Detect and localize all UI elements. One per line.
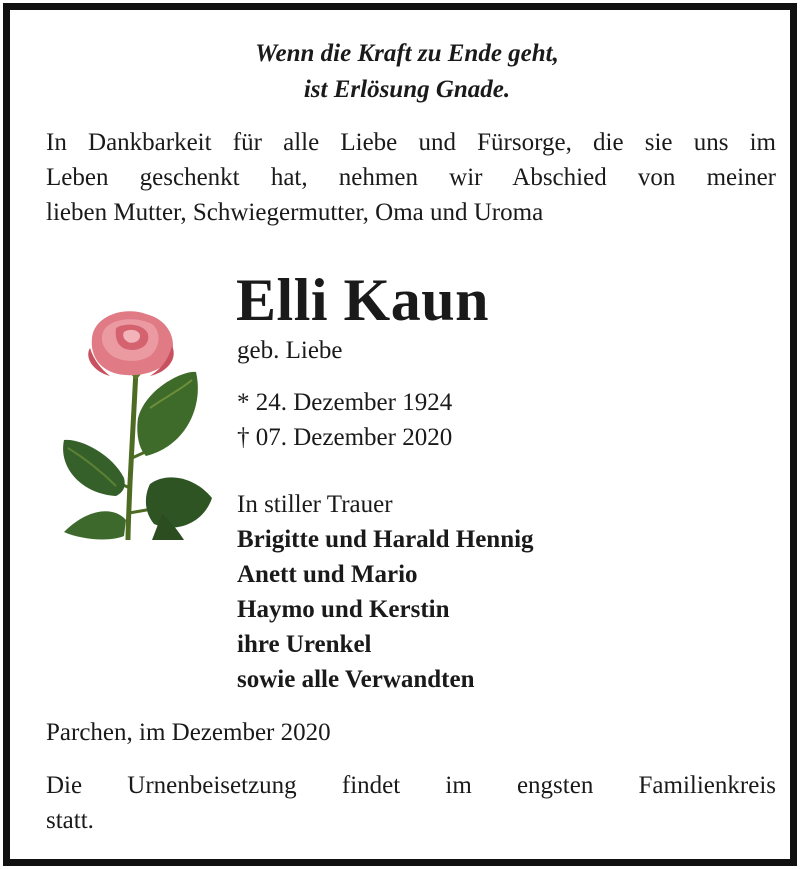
motto-line-1: Wenn die Kraft zu Ende geht, — [255, 40, 559, 67]
motto-line-2: ist Erlösung Gnade. — [303, 76, 511, 103]
rose-icon — [54, 308, 222, 544]
burial-note-line-1: Die Urnenbeisetzung findet im engsten Familienkreis — [46, 772, 776, 799]
place-date: Parchen, im Dezember 2020 — [46, 719, 331, 746]
mourner-name: Brigitte und Harald Hennig — [237, 526, 534, 553]
mourner-name: ihre Urenkel — [237, 631, 372, 658]
birth-name: geb. Liebe — [237, 337, 343, 364]
mourning-heading: In stiller Trauer — [237, 491, 393, 518]
mourner-name: Haymo und Kerstin — [237, 596, 450, 623]
deceased-name: Elli Kaun — [236, 267, 489, 333]
intro-line-3: lieben Mutter, Schwiegermutter, Oma und Uroma — [46, 199, 544, 226]
birth-date: * 24. Dezember 1924 — [237, 389, 453, 416]
burial-note-line-2: statt. — [46, 807, 94, 834]
intro-line-2: Leben geschenkt hat, nehmen wir Abschied von meiner — [46, 164, 776, 191]
mourner-name: sowie alle Verwandten — [237, 666, 475, 693]
death-date: † 07. Dezember 2020 — [237, 424, 453, 451]
notice-frame — [3, 3, 797, 866]
intro-line-1: In Dankbarkeit für alle Liebe und Fürsorge, die sie uns im — [46, 129, 776, 156]
mourner-name: Anett und Mario — [237, 561, 418, 588]
